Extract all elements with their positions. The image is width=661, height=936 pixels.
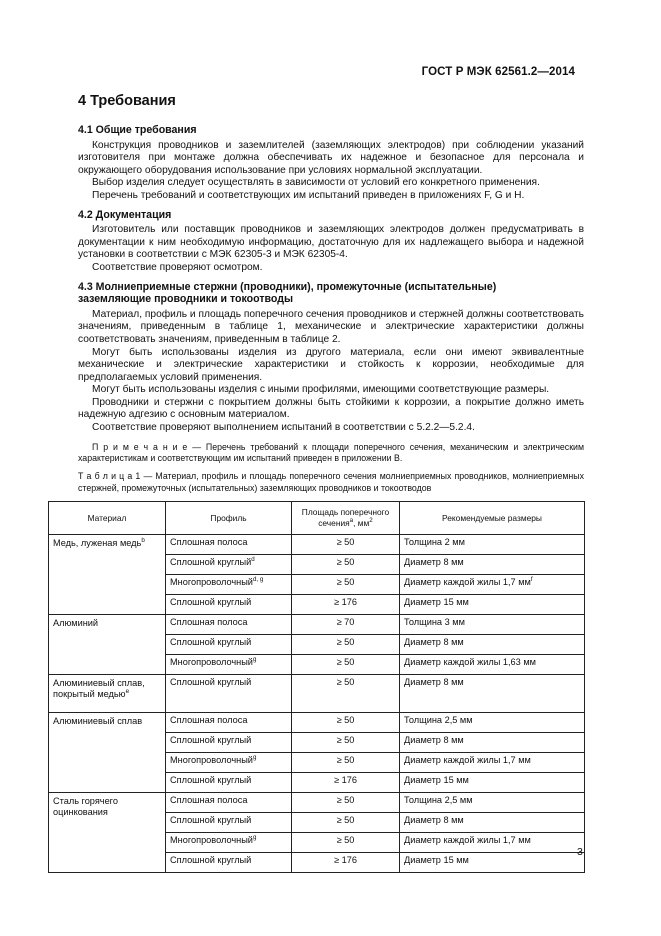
- table-row: [49, 615, 585, 635]
- cell-profile-text: Сплошной круглый: [170, 855, 252, 865]
- cell-area-text: ≥ 50: [336, 735, 355, 745]
- cell-dims: [400, 773, 585, 793]
- cell-dims: [400, 635, 585, 655]
- subsection-title-line: 4.3 Молниеприемные стержни (проводники), промежуточные (испытательные): [78, 280, 497, 293]
- cell-dims: [400, 655, 585, 675]
- document-body: [78, 124, 584, 494]
- cell-dims-text: Диаметр каждой жилы 1,63 мм: [404, 657, 536, 667]
- cell-area-text: ≥ 176: [334, 855, 357, 865]
- table-body: [49, 535, 585, 873]
- table-caption-text: — Материал, профиль и площадь поперечного сечения молниеприемных проводников, молниеприемных стержней, промежуточных (испытательных) заземляющих проводников и токоотводов: [78, 471, 584, 493]
- cell-dims-text: Толщина 2 мм: [404, 537, 465, 547]
- cell-area-text: ≥ 50: [336, 557, 355, 567]
- paragraph: Изготовитель или поставщик проводников и заземляющих электродов должен предусматривать в документации к ним необходимую информацию, достаточную для их надлежащего выбора и надежной установки в соответствии с МЭК 62305-3 и МЭК 62305-4.: [78, 224, 584, 261]
- cell-dims: [400, 813, 585, 833]
- footnote-mark: d, g: [252, 576, 264, 583]
- cell-profile: [166, 833, 292, 853]
- cell-profile: [166, 595, 292, 615]
- footnote-mark: b: [141, 537, 145, 544]
- col-header-area: [292, 502, 400, 535]
- paragraph: Соответствие проверяют выполнением испытаний в соответствии с 5.2.2—5.2.4.: [92, 422, 475, 434]
- subsection-title-line: заземляющие проводники и токоотводы: [78, 293, 294, 306]
- cell-profile-text: Сплошной круглый: [170, 677, 252, 687]
- cell-dims-text: Диаметр 8 мм: [404, 677, 464, 687]
- footnote-mark: f: [530, 576, 533, 583]
- cell-area-text: ≥ 50: [336, 715, 355, 725]
- cell-area-text: ≥ 50: [336, 755, 355, 765]
- table-row: [49, 675, 585, 713]
- cell-area-text: ≥ 50: [336, 795, 355, 805]
- cell-profile-text: Сплошная полоса: [170, 795, 248, 805]
- cell-material: [49, 615, 166, 675]
- cell-profile-text: Многопроволочный: [170, 657, 253, 667]
- cell-dims-text: Диаметр 15 мм: [404, 597, 469, 607]
- table-row: [49, 535, 585, 555]
- cell-profile-text: Сплошной круглый: [170, 735, 252, 745]
- cell-area: [292, 713, 400, 733]
- table-header-row: [49, 502, 585, 535]
- cell-area: [292, 833, 400, 853]
- paragraph: Могут быть использованы изделия с иными профилями, имеющими соответствующие размеры.: [92, 384, 550, 396]
- cell-dims-text: Диаметр каждой жилы 1,7 мм: [404, 835, 531, 845]
- table-row: [49, 793, 585, 813]
- cell-profile: [166, 535, 292, 555]
- cell-area: [292, 853, 400, 873]
- cell-material: [49, 793, 166, 873]
- footnote-mark: d: [251, 556, 255, 563]
- paragraph: Выбор изделия следует осуществлять в зависимости от условий его конкретного применения.: [92, 177, 540, 189]
- cell-dims-text: Толщина 2,5 мм: [404, 715, 473, 725]
- cell-dims-text: Диаметр 8 мм: [404, 735, 464, 745]
- paragraph: Перечень требований и соответствующих им испытаний приведен в приложениях F, G и H.: [92, 189, 525, 201]
- col-header-profile: Профиль: [166, 502, 292, 535]
- section-title: 4 Требования: [78, 93, 176, 109]
- footnote-mark: g: [252, 754, 257, 761]
- cell-area-text: ≥ 50: [336, 815, 355, 825]
- cell-dims-text: Диаметр 8 мм: [404, 557, 464, 567]
- note: [78, 442, 584, 465]
- table-caption-label: Т а б л и ц а 1: [78, 471, 141, 482]
- paragraph: Соответствие проверяют осмотром.: [92, 261, 263, 273]
- cell-dims-text: Толщина 3 мм: [404, 617, 465, 627]
- cell-profile: [166, 675, 292, 713]
- footnote-mark: g: [252, 834, 257, 841]
- cell-dims: [400, 733, 585, 753]
- cell-dims: [400, 675, 585, 713]
- cell-area: [292, 635, 400, 655]
- cell-dims: [400, 793, 585, 813]
- cell-dims-text: Диаметр 8 мм: [404, 637, 464, 647]
- cell-material: [49, 675, 166, 713]
- cell-area-text: ≥ 176: [334, 597, 357, 607]
- cell-profile-text: Сплошной круглый: [170, 597, 252, 607]
- cell-profile: [166, 733, 292, 753]
- material-text: Алюминиевый сплав: [53, 716, 143, 726]
- page-number: 3: [577, 846, 583, 858]
- cell-dims-text: Диаметр 15 мм: [404, 775, 469, 785]
- cell-profile-text: Сплошная полоса: [170, 715, 248, 725]
- cell-area: [292, 535, 400, 555]
- cell-dims: [400, 595, 585, 615]
- table-caption: [78, 471, 584, 494]
- cell-profile: [166, 555, 292, 575]
- material-text: Медь, луженая медь: [53, 538, 142, 548]
- cell-profile-text: Сплошной круглый: [170, 637, 252, 647]
- cell-profile: [166, 615, 292, 635]
- cell-material: [49, 535, 166, 615]
- cell-dims: [400, 615, 585, 635]
- col-header-area-line: сечения: [318, 518, 350, 528]
- cell-area: [292, 813, 400, 833]
- col-header-material: Материал: [49, 502, 166, 535]
- footnote-mark: e: [125, 688, 130, 696]
- footnote-mark: g: [252, 656, 257, 663]
- cell-profile-text: Сплошная полоса: [170, 617, 248, 627]
- cell-area: [292, 793, 400, 813]
- cell-dims-text: Диаметр каждой жилы 1,7 мм: [404, 755, 531, 765]
- cell-area-text: ≥ 50: [336, 835, 355, 845]
- cell-dims-text: Диаметр 8 мм: [404, 815, 464, 825]
- paragraph: Проводники и стержни с покрытием должны быть стойкими к коррозии, а покрытие должно иметь надежную адгезию с основным материалом.: [78, 396, 584, 421]
- cell-profile-text: Сплошной круглый: [170, 775, 252, 785]
- cell-area: [292, 555, 400, 575]
- paragraph: Могут быть использованы изделия из другого материала, если они имеют эквивалентные механические и электрические характеристики и стойкость к коррозии, необходимые для предполагаемых условий применения.: [78, 346, 584, 383]
- unit-exponent: 2: [369, 517, 373, 524]
- cell-profile: [166, 753, 292, 773]
- cell-profile: [166, 813, 292, 833]
- cell-dims: [400, 833, 585, 853]
- subsection-title-4-3: [78, 281, 584, 306]
- cell-profile: [166, 575, 292, 595]
- subsection-title-4-1: 4.1 Общие требования: [78, 124, 197, 136]
- cell-area-text: ≥ 70: [336, 617, 355, 627]
- cell-area-text: ≥ 50: [336, 577, 355, 587]
- note-text: — Перечень требований к площади поперечного сечения, механическим и электрическим характеристикам и соответствующим им испытаний приведен в приложении В.: [78, 441, 584, 464]
- cell-dims: [400, 753, 585, 773]
- cell-area-text: ≥ 176: [334, 775, 357, 785]
- document-header-id: ГОСТ Р МЭК 62561.2—2014: [421, 66, 575, 78]
- cell-profile-text: Сплошной круглый: [170, 557, 252, 567]
- footnote-mark: a: [349, 517, 354, 524]
- cell-dims: [400, 713, 585, 733]
- cell-area-text: ≥ 50: [336, 677, 355, 687]
- cell-profile-text: Многопроволочный: [170, 755, 253, 765]
- cell-area: [292, 675, 400, 713]
- col-header-dims: Рекомендуемые размеры: [400, 502, 585, 535]
- material-text: Алюминиевый сплав, покрытый медью: [53, 678, 145, 700]
- cell-dims-text: Диаметр каждой жилы 1,7 мм: [404, 577, 531, 587]
- cell-area: [292, 615, 400, 635]
- cell-area: [292, 773, 400, 793]
- cell-area: [292, 595, 400, 615]
- cell-dims-text: Толщина 2,5 мм: [404, 795, 473, 805]
- cell-dims: [400, 535, 585, 555]
- cell-profile: [166, 793, 292, 813]
- col-header-area-line: Площадь поперечного: [301, 507, 390, 518]
- cell-area: [292, 575, 400, 595]
- cell-dims: [400, 555, 585, 575]
- paragraph: Материал, профиль и площадь поперечного сечения проводников и стержней должны соответствовать значениям, приведенным в таблице 1, механические и электрические характеристики должны соответствовать значениям, приведенным в таблице 2.: [78, 308, 584, 345]
- cell-profile: [166, 655, 292, 675]
- cell-profile: [166, 635, 292, 655]
- paragraph: Конструкция проводников и заземлителей (заземляющих электродов) при соблюдении указаний изготовителя при монтаже должна обеспечивать их надежное и безопасное для персонала и окружающего оборудования использование при условиях нормальной эксплуатации.: [78, 139, 584, 176]
- material-text: Сталь горячего оцинкования: [53, 796, 118, 818]
- cell-area: [292, 733, 400, 753]
- cell-material: [49, 713, 166, 793]
- cell-profile-text: Сплошной круглый: [170, 815, 252, 825]
- cell-area-text: ≥ 50: [336, 537, 355, 547]
- table-row: [49, 713, 585, 733]
- cell-profile: [166, 773, 292, 793]
- cell-area-text: ≥ 50: [336, 637, 355, 647]
- cell-dims: [400, 853, 585, 873]
- cell-area: [292, 655, 400, 675]
- note-label: П р и м е ч а н и е: [92, 441, 188, 452]
- requirements-table: [48, 501, 585, 873]
- cell-dims: [400, 575, 585, 595]
- cell-profile-text: Многопроволочный: [170, 577, 253, 587]
- cell-profile-text: Сплошная полоса: [170, 537, 248, 547]
- cell-profile: [166, 713, 292, 733]
- cell-profile-text: Многопроволочный: [170, 835, 253, 845]
- material-text: Алюминий: [53, 618, 99, 628]
- cell-profile: [166, 853, 292, 873]
- cell-area-text: ≥ 50: [336, 657, 355, 667]
- cell-dims-text: Диаметр 15 мм: [404, 855, 469, 865]
- cell-area: [292, 753, 400, 773]
- col-header-area-unit: , мм: [353, 518, 370, 528]
- subsection-title-4-2: 4.2 Документация: [78, 208, 172, 221]
